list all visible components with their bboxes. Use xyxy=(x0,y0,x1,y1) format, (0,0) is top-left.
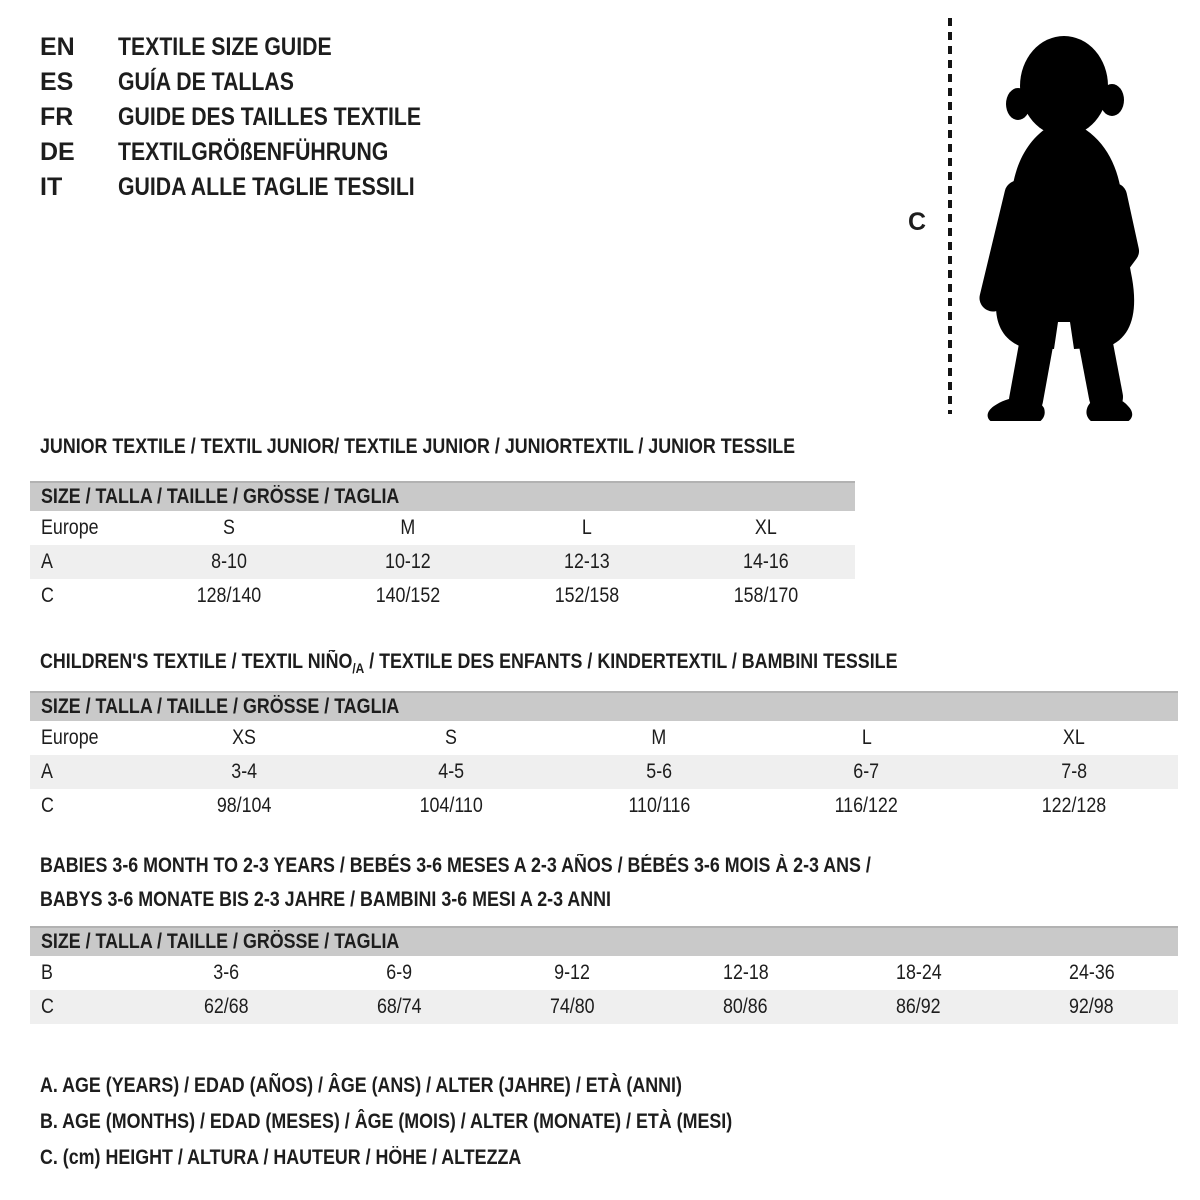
size-value: M xyxy=(400,516,416,539)
age-value: 12-13 xyxy=(564,550,610,573)
height-value: 158/170 xyxy=(733,584,798,607)
row-label: B xyxy=(41,961,53,984)
age-value: 4-5 xyxy=(438,760,465,783)
language-row-es xyxy=(40,65,475,100)
size-header-bar: SIZE / TALLA / TAILLE / GRÖSSE / TAGLIA xyxy=(30,481,855,511)
height-value: 62/68 xyxy=(204,995,249,1018)
age-value: 7-8 xyxy=(1061,760,1088,783)
months-value: 12-18 xyxy=(722,961,769,984)
height-value: 80/86 xyxy=(723,995,768,1018)
height-value: 92/98 xyxy=(1069,995,1114,1018)
height-value: 74/80 xyxy=(550,995,595,1018)
legend-line-a: A. AGE (YEARS) / EDAD (AÑOS) / ÂGE (ANS) / ALTER (JAHRE) / ETÀ (ANNI) xyxy=(40,1074,682,1097)
legend-line-b: B. AGE (MONTHS) / EDAD (MESES) / ÂGE (MOIS) / ALTER (MONATE) / ETÀ (MESI) xyxy=(40,1110,733,1133)
height-value: 86/92 xyxy=(896,995,941,1018)
language-row-en xyxy=(40,30,475,65)
height-figure xyxy=(900,0,1180,430)
children-size-table xyxy=(30,691,1178,823)
language-code: ES xyxy=(40,68,74,96)
guide-title: TEXTILE SIZE GUIDE xyxy=(118,33,332,61)
section-title-junior: JUNIOR TEXTILE / TEXTIL JUNIOR/ TEXTILE JUNIOR / JUNIORTEXTIL / JUNIOR TESSILE xyxy=(40,435,796,458)
height-value: 116/122 xyxy=(834,794,899,817)
age-value: 3-4 xyxy=(230,760,257,783)
language-title-list xyxy=(40,30,475,205)
row-label: A xyxy=(41,760,53,783)
height-value: 104/110 xyxy=(419,794,483,817)
table-row-age xyxy=(30,755,1178,789)
age-value: 5-6 xyxy=(646,760,672,783)
legend-line-c: C. (cm) HEIGHT / ALTURA / HAUTEUR / HÖHE / ALTEZZA xyxy=(40,1146,522,1169)
height-value: 122/128 xyxy=(1041,794,1107,817)
months-value: 24-36 xyxy=(1068,961,1115,984)
height-value: 140/152 xyxy=(375,584,441,607)
measure-legend xyxy=(40,1068,854,1176)
size-value: M xyxy=(651,726,667,749)
size-value: L xyxy=(861,726,872,749)
babies-size-table xyxy=(30,926,1178,1024)
height-value: 152/158 xyxy=(554,584,620,607)
height-measure-label: C xyxy=(908,208,927,236)
table-row-height xyxy=(30,579,855,613)
guide-title: GUIDA ALLE TAGLIE TESSILI xyxy=(118,173,415,201)
age-value: 14-16 xyxy=(742,550,789,573)
guide-title: GUÍA DE TALLAS xyxy=(118,68,294,96)
age-value: 10-12 xyxy=(385,550,431,573)
months-value: 3-6 xyxy=(213,961,240,984)
height-value: 68/74 xyxy=(377,995,422,1018)
age-value: 6-7 xyxy=(853,760,880,783)
language-row-de xyxy=(40,135,475,170)
table-row-height xyxy=(30,990,1178,1024)
size-value: S xyxy=(445,726,458,749)
height-value: 110/116 xyxy=(628,794,690,817)
row-label: C xyxy=(41,995,54,1018)
nino-a-subscript: /A xyxy=(352,660,365,676)
section-title-babies: BABIES 3-6 MONTH TO 2-3 YEARS / BEBÉS 3-6 MESES A 2-3 AÑOS / BÉBÉS 3-6 MOIS À 2-3 ANS / BABYS 3-6 MONATE BIS 2-3 JAHRE / BAMBINI 3-6 MESI A 2-3 ANNI xyxy=(40,854,871,911)
table-row-months xyxy=(30,956,1178,990)
size-header-bar: SIZE / TALLA / TAILLE / GRÖSSE / TAGLIA xyxy=(30,926,1178,956)
height-measure-line xyxy=(948,18,952,414)
size-value: XS xyxy=(231,726,256,749)
row-label: C xyxy=(41,584,54,607)
language-code: DE xyxy=(40,138,75,166)
row-label: C xyxy=(41,794,54,817)
language-code: EN xyxy=(40,33,75,61)
junior-size-table xyxy=(30,481,855,613)
table-row-europe xyxy=(30,721,1178,755)
height-value: 128/140 xyxy=(197,584,262,607)
section-title-children: CHILDREN'S TEXTILE / TEXTIL $NIÑO_{/A}$ / TEXTILE DES ENFANTS / KINDERTEXTIL / BAMBINI TESSILE xyxy=(40,650,898,676)
size-value: XL xyxy=(754,516,777,539)
language-row-fr xyxy=(40,100,475,135)
size-header-bar: SIZE / TALLA / TAILLE / GRÖSSE / TAGLIA xyxy=(30,691,1178,721)
baby-silhouette-icon xyxy=(966,16,1146,421)
height-value: 98/104 xyxy=(216,794,272,817)
language-row-it xyxy=(40,170,475,205)
months-value: 9-12 xyxy=(554,961,591,984)
table-row-age xyxy=(30,545,855,579)
guide-title: TEXTILGRÖßENFÜHRUNG xyxy=(118,138,389,166)
size-value: L xyxy=(581,516,592,539)
months-value: 6-9 xyxy=(386,961,413,984)
size-value: XL xyxy=(1063,726,1086,749)
row-label: Europe xyxy=(41,516,99,539)
size-value: S xyxy=(223,516,236,539)
language-code: IT xyxy=(40,173,63,201)
guide-title: GUIDE DES TAILLES TEXTILE xyxy=(118,103,422,131)
row-label: Europe xyxy=(41,726,99,749)
months-value: 18-24 xyxy=(895,961,942,984)
table-row-height xyxy=(30,789,1178,823)
row-label: A xyxy=(41,550,53,573)
age-value: 8-10 xyxy=(211,550,248,573)
language-code: FR xyxy=(40,103,74,131)
table-row-europe xyxy=(30,511,855,545)
